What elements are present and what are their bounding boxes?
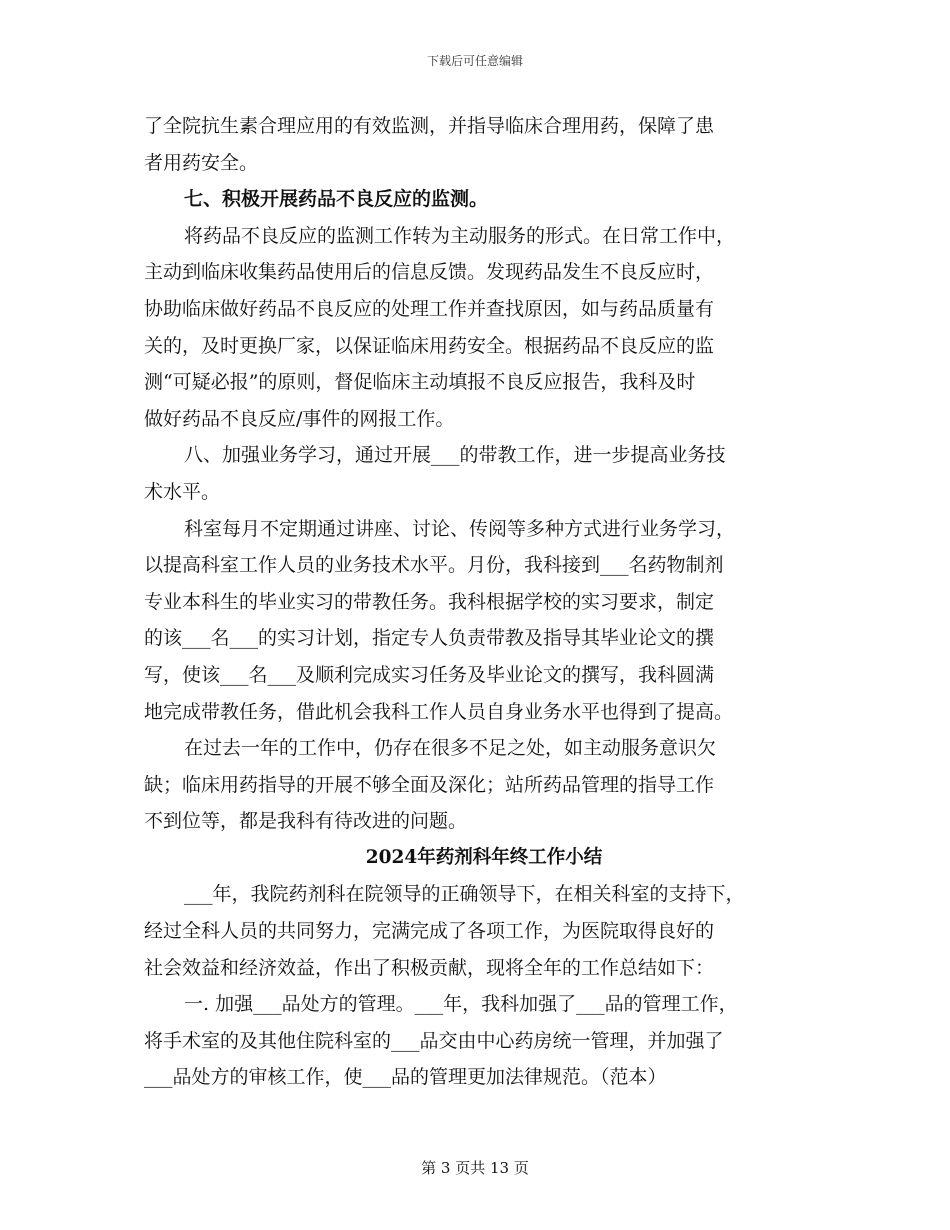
text-line: 主动到临床收集药品使用后的信息反馈。发现药品发生不良反应时， (144, 261, 715, 284)
text-line: 经过全科人员的共同努力，完满完成了各项工作，为医院取得良好的 (144, 920, 715, 943)
text-line: 地完成带教任务，借此机会我科工作人员自身业务水平也得到了提高。 (144, 700, 734, 723)
text-line: 在过去一年的工作中，仍存在很多不足之处，如主动服务意识欠 (184, 737, 717, 760)
text-line: 写，使该___名___及顺利完成实习任务及毕业论文的撰写，我科圆满 (144, 663, 715, 686)
section-heading: 七、积极开展药品不良反应的监测。 (184, 188, 489, 211)
text-line: 做好药品不良反应/事件的网报工作。 (144, 407, 455, 430)
page-header: 下载后可任意编辑 (426, 54, 523, 68)
text-line: 一. 加强___品处方的管理。___年，我科加强了___品的管理工作， (184, 993, 738, 1016)
text-line: 协助临床做好药品不良反应的处理工作并查找原因，如与药品质量有 (144, 297, 715, 320)
text-line: 测“可疑必报”的原则，督促临床主动填报不良反应报告，我科及时 (144, 371, 696, 394)
text-line: 了全院抗生素合理应用的有效监测，并指导临床合理用药，保障了患 (144, 115, 715, 137)
text-line: 关的，及时更换厂家，以保证临床用药安全。根据药品不良反应的监 (144, 334, 715, 357)
text-line: 不到位等，都是我科有待改进的问题。 (144, 810, 468, 833)
text-line: 术水平。 (144, 480, 221, 503)
text-line: 八、加强业务学习，通过开展___的带教工作，进一步提高业务技 (184, 444, 726, 467)
text-line: ___年，我院药剂科在院领导的正确领导下，在相关科室的支持下， (184, 883, 745, 906)
text-line: 将手术室的及其他住院科室的___品交由中心药房统一管理，并加强了 (144, 1029, 724, 1052)
text-line: ___品处方的审核工作，使___品的管理更加法律规范。（范本） (144, 1066, 667, 1089)
text-line: 缺；临床用药指导的开展不够全面及深化；站所药品管理的指导工作 (144, 773, 715, 796)
document-body (144, 108, 824, 1096)
text-line: 将药品不良反应的监测工作转为主动服务的形式。在日常工作中， (184, 224, 736, 247)
text-line: 者用药安全。 (144, 151, 259, 174)
page-footer: 第 3 页共 13 页 (421, 1159, 529, 1177)
text-line: 的该___名___的实习计划，指定专人负责带教及指导其毕业论文的撰 (144, 627, 715, 650)
text-line: 以提高科室工作人员的业务技术水平。月份，我科接到___名药物制剂 (144, 554, 724, 577)
text-line: 专业本科生的毕业实习的带教任务。我科根据学校的实习要求，制定 (144, 590, 715, 613)
text-line: 社会效益和经济效益，作出了积极贡献，现将全年的工作总结如下： (144, 956, 715, 979)
text-line: 科室每月不定期通过讲座、讨论、传阅等多种方式进行业务学习， (184, 517, 736, 540)
section-title: 2024年药剂科年终工作小结 (365, 846, 603, 868)
